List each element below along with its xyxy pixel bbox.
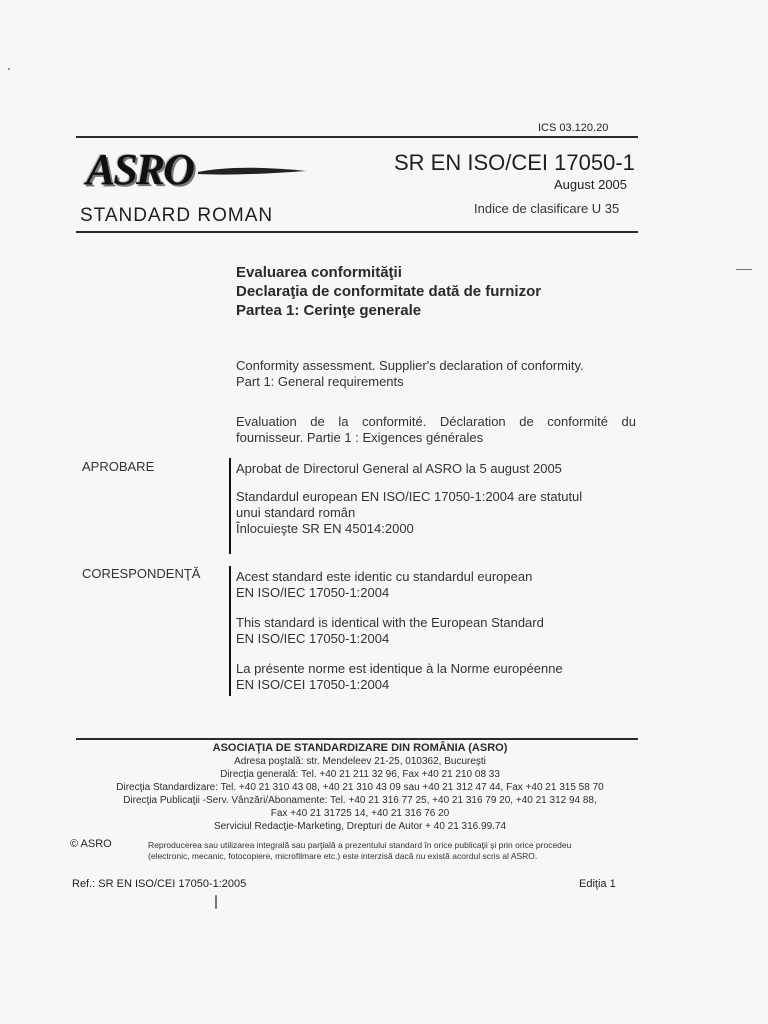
correspondence-bar	[229, 566, 231, 696]
footer-rule	[76, 738, 638, 740]
en-title-line2: Part 1: General requirements	[236, 374, 404, 389]
approval-bar	[229, 458, 231, 554]
publication-date: August 2005	[554, 177, 628, 192]
footer-publicatii: Direcţia Publicaţii -Serv. Vânzări/Abonamente: Tel. +40 21 316 77 25, +40 21 316 79 20, +40 21 312 94 88,	[123, 795, 597, 806]
approval-line3: unui standard român	[236, 505, 356, 520]
approval-line1: Aprobat de Directorul General al ASRO la 5 august 2005	[236, 461, 562, 476]
fr-title-line1: Evaluation de la conformité. Déclaration de conformité du	[236, 414, 636, 429]
correspondence-text	[236, 569, 636, 693]
standard-id: SR EN ISO/CEI 17050-1	[394, 150, 635, 175]
romanian-title	[236, 263, 541, 320]
footer-standardizare: Direcţia Standardizare: Tel. +40 21 310 43 08, +40 21 310 43 09 sau +40 21 312 47 44, Fax +40 21 315 58 70	[116, 782, 604, 793]
asro-logo	[86, 145, 226, 196]
corr-en-line2: EN ISO/IEC 17050-1:2004	[236, 631, 390, 646]
asro-logo-text: ASRO	[86, 145, 193, 194]
french-title	[236, 414, 636, 446]
english-title	[236, 358, 636, 390]
notice-line1: Reproducerea sau utilizarea integrală sau parţială a prezentului standard în orice publicaţii şi prin orice procedeu	[148, 840, 572, 850]
footer-contact-block	[80, 742, 640, 833]
header-bottom-rule	[76, 231, 638, 233]
footer-marketing: Serviciul Redacţie-Marketing, Drepturi de Autor + 40 21 316.99.74	[213, 821, 507, 832]
footer-org-name: ASOCIAŢIA DE STANDARDIZARE DIN ROMÂNIA (ASRO)	[212, 742, 508, 754]
corr-en-line1: This standard is identical with the European Standard	[236, 615, 544, 630]
logo-swoosh-icon	[198, 162, 308, 182]
corr-fr-line2: EN ISO/CEI 17050-1:2004	[236, 677, 390, 692]
standard-type: STANDARD ROMAN	[80, 205, 274, 226]
ro-title-line3: Partea 1: Cerinţe generale	[236, 302, 422, 319]
scan-speck	[8, 68, 10, 70]
reproduction-notice	[148, 840, 648, 862]
notice-line2: (electronic, mecanic, fotocopiere, microfilmare etc.) este interzisă dacă nu există acordul scris al ASRO.	[148, 851, 538, 861]
approval-label: APROBARE	[82, 459, 155, 474]
correspondence-label: CORESPONDENŢĂ	[82, 566, 201, 581]
corr-fr-line1: La présente norme est identique à la Norme européenne	[236, 661, 563, 676]
scan-mark	[215, 895, 217, 909]
copyright: © ASRO	[70, 838, 112, 850]
edition: Ediţia 1	[579, 878, 616, 890]
approval-line2: Standardul european EN ISO/IEC 17050-1:2004 are statutul	[236, 489, 583, 504]
corr-ro-line2: EN ISO/IEC 17050-1:2004	[236, 585, 390, 600]
en-title-line1: Conformity assessment. Supplier's declaration of conformity.	[236, 358, 584, 373]
ro-title-line1: Evaluarea conformităţii	[236, 264, 402, 281]
footer-general: Direcţia generală: Tel. +40 21 211 32 96, Fax +40 21 210 08 33	[220, 769, 500, 780]
ics-code: ICS 03.120.20	[538, 122, 609, 134]
footer-publicatii-fax: Fax +40 21 31725 14, +40 21 316 76 20	[270, 808, 450, 819]
header-top-rule	[76, 136, 638, 138]
fr-title-line2: fournisseur. Partie 1 : Exigences générales	[236, 430, 484, 445]
ro-title-line2: Declaraţia de conformitate dată de furnizor	[236, 283, 542, 300]
reference-number: Ref.: SR EN ISO/CEI 17050-1:2005	[72, 878, 247, 890]
corr-ro-line1: Acest standard este identic cu standardul european	[236, 569, 533, 584]
scan-dash	[736, 269, 752, 270]
approval-line4: Înlocuieşte SR EN 45014:2000	[236, 521, 414, 536]
approval-text	[236, 461, 636, 537]
classification-index: Indice de clasificare U 35	[474, 201, 620, 216]
footer-address: Adresa poştală: str. Mendeleev 21-25, 010362, Bucureşti	[234, 756, 486, 767]
